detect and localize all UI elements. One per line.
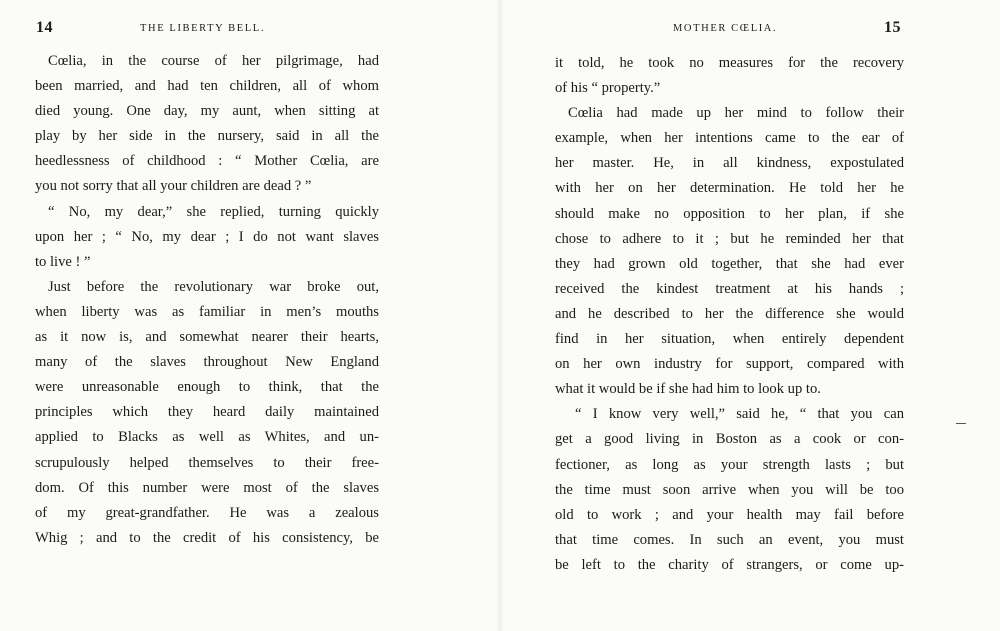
text-line: received the kindest treatment at his hands ; <box>555 280 904 297</box>
text-line: “ I know very well,” said he, “ that you can <box>575 406 904 423</box>
text-line: example, when her intentions came to the ear of <box>555 130 904 147</box>
text-line: what it would be if she had him to look up to. <box>555 381 821 398</box>
text-line: that time comes. In such an event, you must <box>555 531 904 548</box>
text-line: fectioner, as long as your strength lasts ; but <box>555 456 904 473</box>
text-line: applied to Blacks as well as Whites, and un- <box>35 429 379 446</box>
text-line: should make no opposition to her plan, if she <box>555 205 904 222</box>
text-line: been married, and had ten children, all of whom <box>35 78 379 95</box>
text-line: many of the slaves throughout New England <box>35 354 379 371</box>
text-line: play by her side in the nursery, said in all the <box>35 128 379 145</box>
text-line: it told, he took no measures for the recovery <box>555 55 904 71</box>
text-line: the time must soon arrive when you will be too <box>555 481 904 498</box>
text-line: and he described to her the difference she would <box>555 305 904 322</box>
text-line: old to work ; and your health may fail before <box>555 506 904 523</box>
text-line: with her on her determination. He told her he <box>555 180 904 197</box>
text-line: on her own industry for support, compared with <box>555 356 904 373</box>
right-page <box>500 0 1000 631</box>
text-line: her master. He, in all kindness, expostulated <box>555 155 904 172</box>
left-running-head: THE LIBERTY BELL. <box>140 23 266 34</box>
text-line: be left to the charity of strangers, or come up- <box>555 556 904 573</box>
text-line: get a good living in Boston as a cook or con- <box>555 431 904 448</box>
text-line: “ No, my dear,” she replied, turning quickly <box>48 203 379 220</box>
right-running-head: MOTHER CŒLIA. <box>673 23 778 34</box>
text-line: as it now is, and somewhat nearer their hearts, <box>35 329 379 346</box>
print-mark <box>956 423 966 424</box>
left-body-text <box>35 49 379 551</box>
text-line: you not sorry that all your children are dead ? ” <box>35 178 312 195</box>
text-line: chose to adhere to it ; but he reminded her that <box>555 230 904 247</box>
text-line: were unreasonable enough to think, that the <box>35 379 379 396</box>
text-line: Cœlia, in the course of her pilgrimage, had <box>48 53 379 69</box>
text-line: dom. Of this number were most of the slaves <box>35 479 379 496</box>
text-line: principles which they heard daily maintained <box>35 404 379 421</box>
text-line: they had grown old together, that she had ever <box>555 255 904 272</box>
text-line: of his “ property.” <box>555 80 661 97</box>
text-line: died young. One day, my aunt, when sitting at <box>35 103 379 120</box>
text-line: scrupulously helped themselves to their free- <box>35 454 379 471</box>
right-body-text <box>555 51 904 578</box>
text-line: to live ! ” <box>35 253 91 270</box>
text-line: find in her situation, when entirely dependent <box>555 331 904 348</box>
right-page-number: 15 <box>884 19 901 36</box>
text-line: upon her ; “ No, my dear ; I do not want slaves <box>35 228 379 245</box>
left-page-number: 14 <box>36 19 53 36</box>
text-line: Whig ; and to the credit of his consistency, be <box>35 529 379 546</box>
text-line: when liberty was as familiar in men’s mouths <box>35 303 379 320</box>
text-line: Just before the revolutionary war broke out, <box>48 278 379 295</box>
text-line: of my great-grandfather. He was a zealous <box>35 504 379 521</box>
text-line: Cœlia had made up her mind to follow their <box>568 105 904 122</box>
text-line: heedlessness of childhood : “ Mother Cœlia, are <box>35 153 379 170</box>
